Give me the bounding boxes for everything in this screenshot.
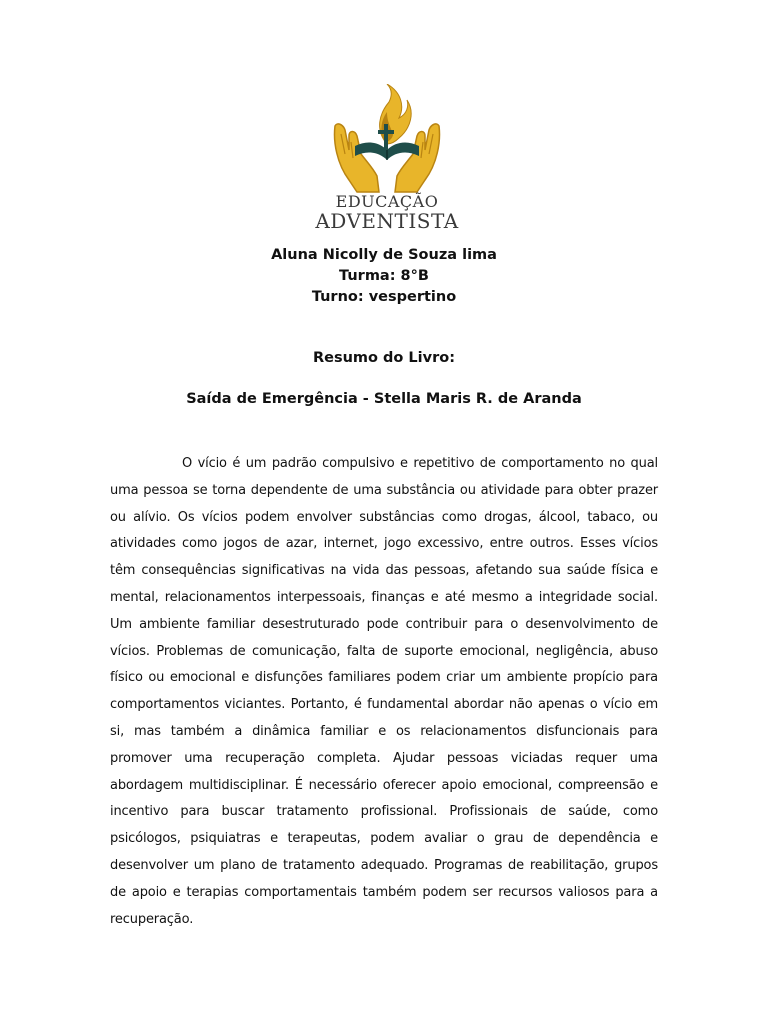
- shift-label: Turno: vespertino: [311, 289, 457, 305]
- student-name: Aluna Nicolly de Souza lima: [271, 247, 497, 263]
- book-title: Saída de Emergência - Stella Maris R. de Aranda: [186, 391, 582, 407]
- student-info: [0, 245, 768, 308]
- hands-flame-book-icon: [327, 84, 447, 196]
- summary-paragraph: O vício é um padrão compulsivo e repetitivo de comportamento no qual uma pessoa se torna dependente de uma substância ou atividade para obter prazer ou alívio. Os vícios podem envolver substâncias como drogas, álcool, tabaco, ou atividades como jogos de azar, internet, jogo excessivo, entre outros. Esses vícios têm consequências significativas na vida das pessoas, afetando sua saúde física e mental, relacionamentos interpessoais, finanças e até mesmo a integridade social. Um ambiente familiar desestruturado pode contribuir para o desenvolvimento de vícios. Problemas de comunicação, falta de suporte emocional, negligência, abuso físico ou emocional e disfunções familiares podem criar um ambiente propício para comportamentos viciantes. Portanto, é fundamental abordar não apenas o vício em si, mas também a dinâmica familiar e os relacionamentos disfuncionais para promover uma recuperação completa. Ajudar pessoas viciadas requer uma abordagem multidisciplinar. É necessário oferecer apoio emocional, compreensão e incentivo para buscar tratamento profissional. Profissionais de saúde, como psicólogos, psiquiatras e terapeutas, podem avaliar o grau de dependência e desenvolver um plano de tratamento adequado. Programas de reabilitação, grupos de apoio e terapias comportamentais também podem ser recursos valiosos para a recuperação.: [110, 456, 658, 927]
- educacao-adventista-logo: [312, 84, 462, 233]
- logo-text-educacao: EDUCAÇÃO: [335, 192, 439, 211]
- logo-text-adventista: ADVENTISTA: [315, 209, 459, 233]
- summary-heading: Resumo do Livro:: [312, 350, 456, 366]
- class-label: Turma: 8°B: [339, 268, 429, 284]
